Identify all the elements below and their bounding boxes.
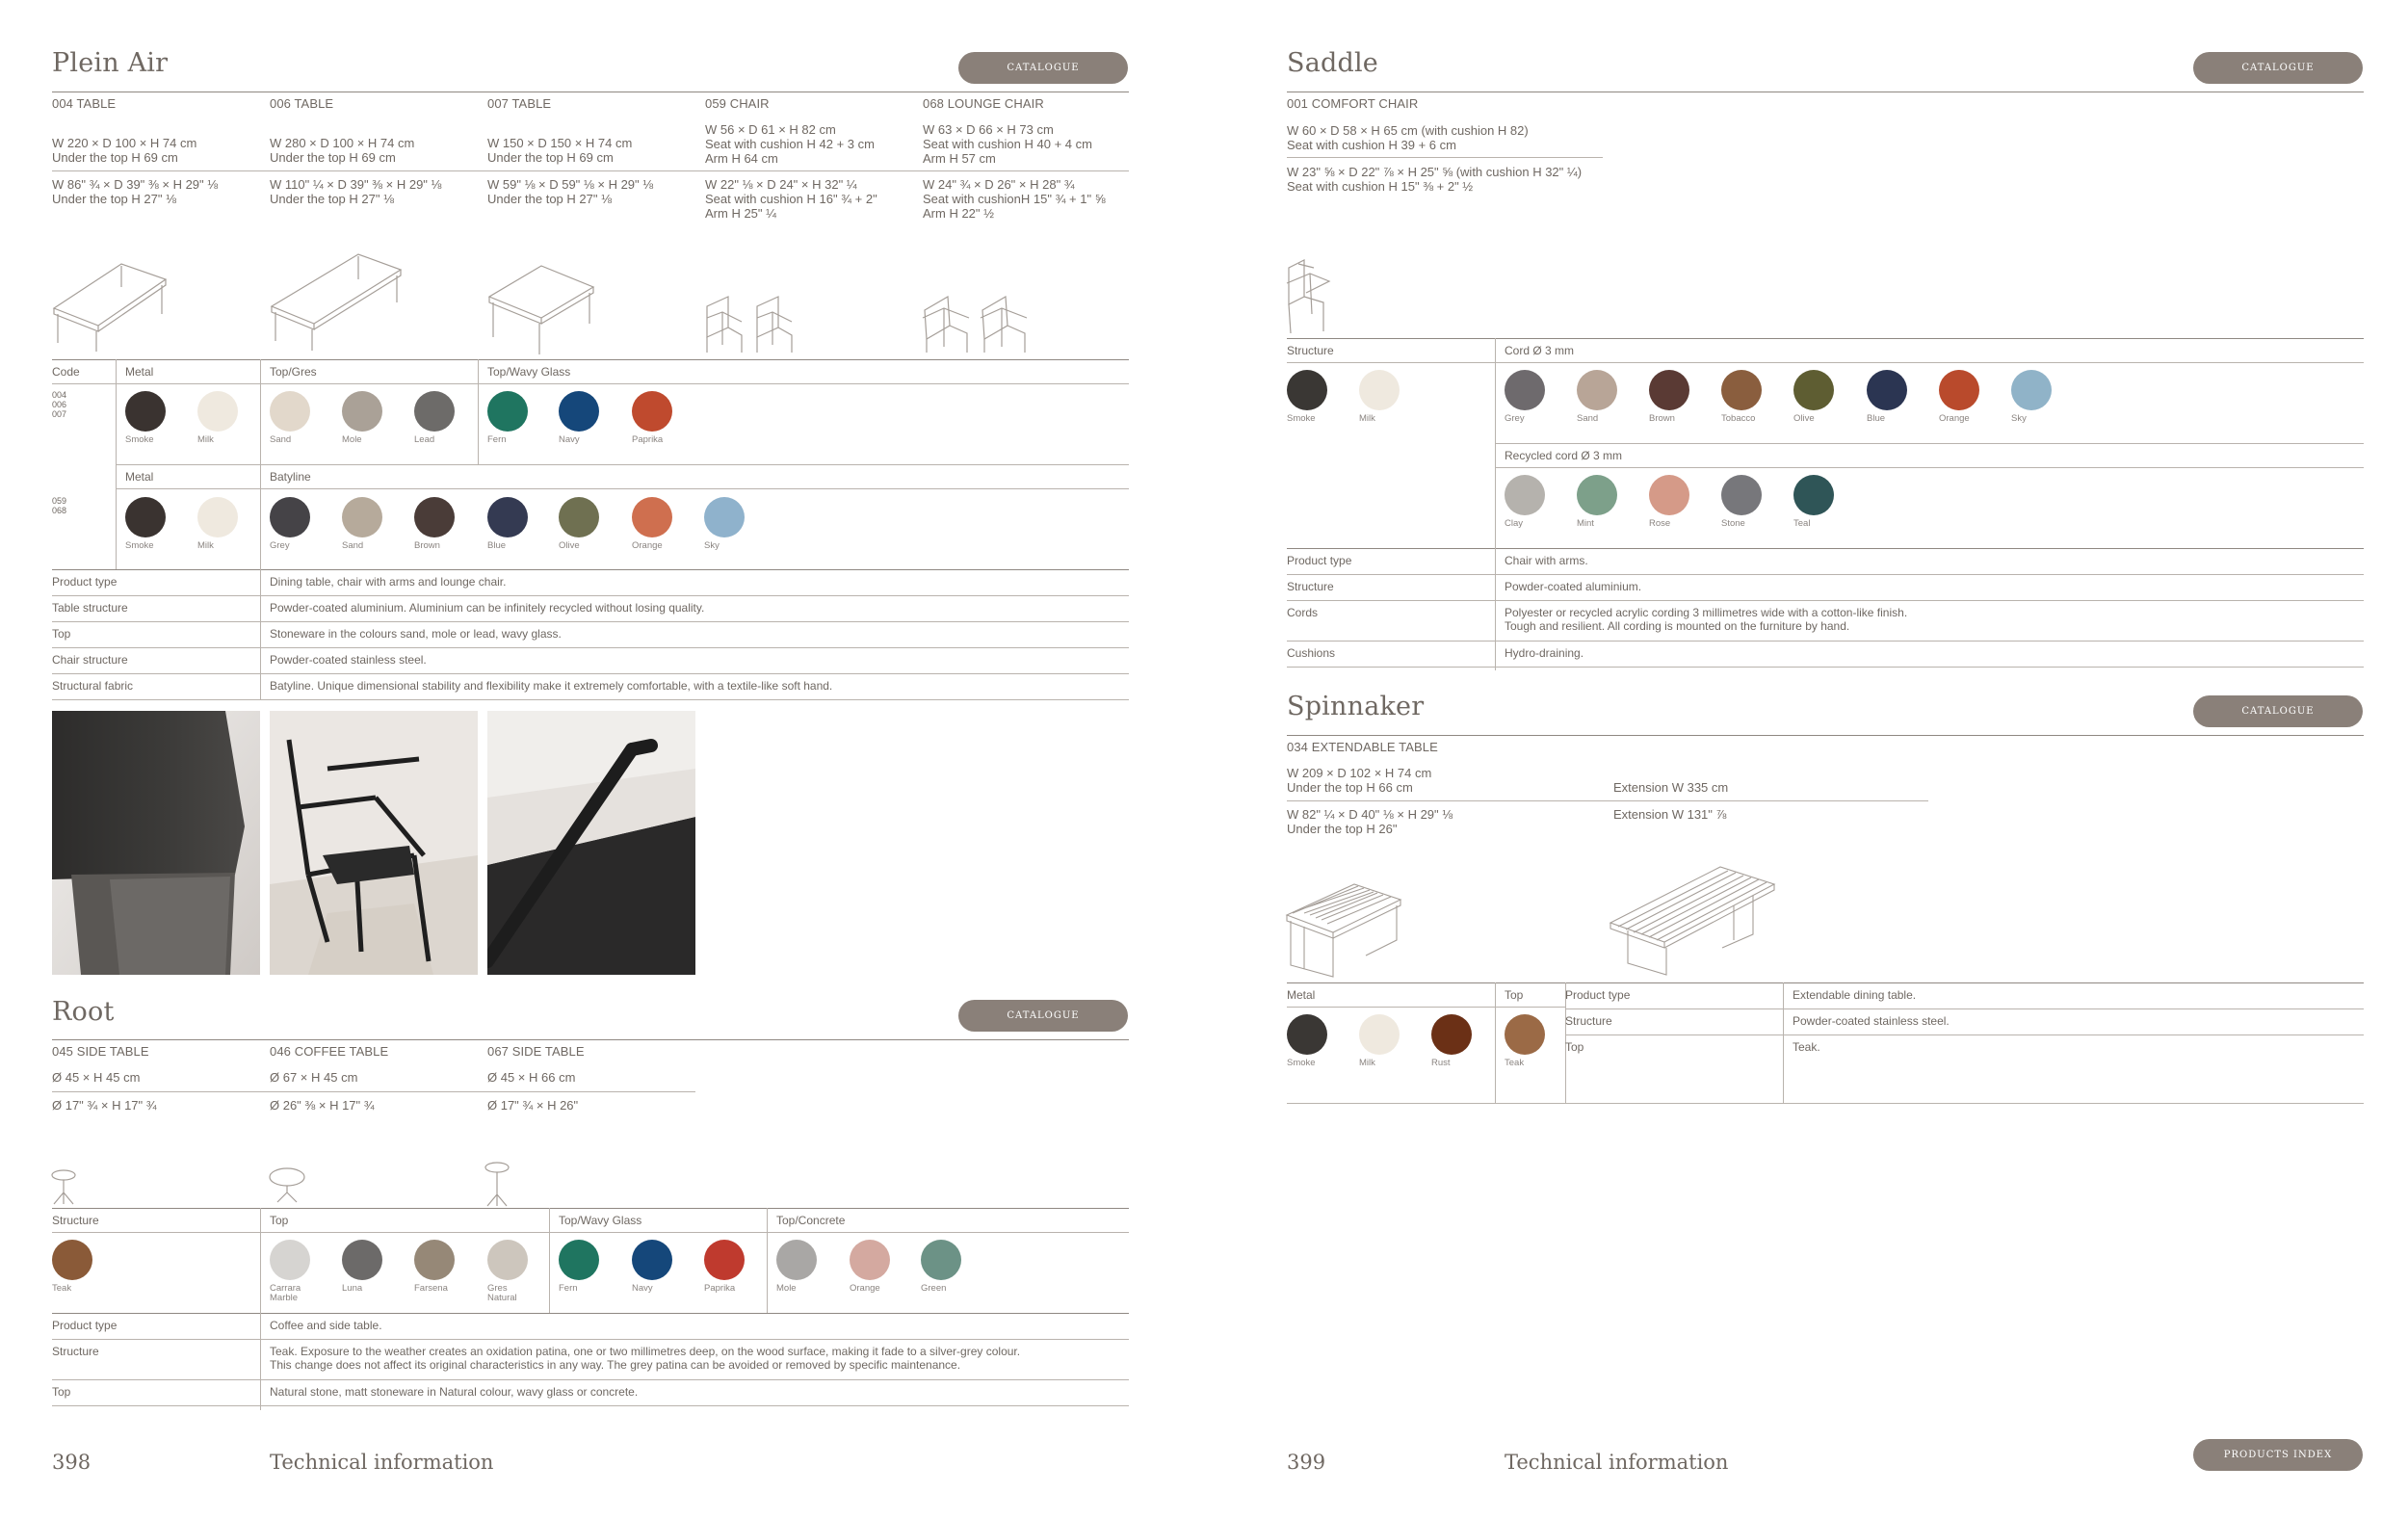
dimensions-imperial: W 23" ⅝ × D 22" ⅞ × H 25" ⅝ (with cushion H 32" ¼) Seat with cushion H 15" ⅜ + 2" ½ <box>1287 165 1583 194</box>
swatch-label: Milk <box>1359 1058 1375 1068</box>
color-swatch[interactable] <box>1505 370 1545 410</box>
group-label: Top/Concrete <box>776 1214 846 1227</box>
color-swatch[interactable] <box>1359 1014 1400 1055</box>
divider <box>1287 362 2364 363</box>
saddle-catalogue-button[interactable]: CATALOGUE <box>2193 52 2363 84</box>
color-swatch[interactable] <box>1721 370 1762 410</box>
product-name: 001 COMFORT CHAIR <box>1287 96 1419 111</box>
group-label: Structure <box>52 1214 99 1227</box>
side-table-045-drawing <box>50 1167 79 1206</box>
divider <box>116 464 1129 465</box>
product-codes: 059 068 <box>52 496 67 515</box>
divider <box>52 673 1129 674</box>
saddle-title: Saddle <box>1287 48 1378 78</box>
product-name: 007 TABLE <box>487 96 552 111</box>
swatch-label: Grey <box>270 540 290 551</box>
swatch-label: Rust <box>1431 1058 1451 1068</box>
swatch-label: Smoke <box>125 434 154 445</box>
dimensions-metric: W 280 × D 100 × H 74 cm Under the top H 69 cm <box>270 136 415 165</box>
color-swatch[interactable] <box>342 497 382 537</box>
divider <box>52 1405 1129 1406</box>
dimensions-imperial: W 24" ¾ × D 26" × H 28" ¾ Seat with cushionH 15" ¾ + 1" ⅝ Arm H 22" ½ <box>923 177 1106 221</box>
color-swatch[interactable] <box>270 391 310 432</box>
color-swatch[interactable] <box>632 391 672 432</box>
spec-label: Product type <box>1287 554 1352 567</box>
swatch-label: Farsena <box>414 1283 448 1294</box>
group-label: Metal <box>125 365 154 379</box>
dimensions-metric: W 56 × D 61 × H 82 cm Seat with cushion H 42 + 3 cm Arm H 64 cm <box>705 122 875 166</box>
divider <box>478 359 479 464</box>
swatch-label: Brown <box>1649 413 1675 424</box>
photo-chair-armrest <box>487 711 695 975</box>
dimensions-imperial: W 22" ⅛ × D 24" × H 32" ¼ Seat with cushion H 16" ¾ + 2" Arm H 25" ¼ <box>705 177 877 221</box>
color-swatch[interactable] <box>487 497 528 537</box>
group-label: Metal <box>125 470 154 484</box>
divider <box>52 1039 1129 1040</box>
table-006-drawing <box>270 249 405 353</box>
spinnaker-catalogue-button[interactable]: CATALOGUE <box>2193 695 2363 727</box>
color-swatch[interactable] <box>1577 370 1617 410</box>
swatch-label: Orange <box>1939 413 1970 424</box>
swatch-label: Sand <box>342 540 364 551</box>
spec-value: Extendable dining table. <box>1793 988 1917 1002</box>
root-title: Root <box>52 997 115 1027</box>
color-swatch[interactable] <box>487 391 528 432</box>
swatch-label: Sky <box>704 540 720 551</box>
color-swatch[interactable] <box>850 1240 890 1280</box>
side-table-067-drawing <box>484 1160 512 1208</box>
dimensions-metric: W 209 × D 102 × H 74 cm Under the top H 66 cm <box>1287 766 1432 795</box>
swatch-label: Mole <box>776 1283 797 1294</box>
divider <box>1287 735 2364 736</box>
divider <box>260 1313 261 1405</box>
spec-value: Teak. Exposure to the weather creates an oxidation patina, one or two millimetres deep, on the wood surface, making it fade to a silver-grey colour. This change does not affect its original characteristics in any way. The grey patina can be avoided or removed by specific maintenance. <box>270 1345 1021 1372</box>
group-label: Top/Wavy Glass <box>559 1214 642 1227</box>
color-swatch[interactable] <box>1867 370 1907 410</box>
spec-label: Product type <box>1565 988 1631 1002</box>
color-swatch[interactable] <box>342 1240 382 1280</box>
divider <box>260 569 261 699</box>
swatch-label: Teak <box>52 1283 72 1294</box>
divider <box>52 699 1129 700</box>
color-swatch[interactable] <box>270 497 310 537</box>
divider <box>52 569 1129 570</box>
swatch-label: Milk <box>197 540 214 551</box>
swatch-label: Smoke <box>125 540 154 551</box>
photo-chair <box>270 711 478 975</box>
group-label: Top/Wavy Glass <box>487 365 571 379</box>
color-swatch[interactable] <box>52 1240 92 1280</box>
color-swatch[interactable] <box>1649 475 1689 515</box>
color-swatch[interactable] <box>1431 1014 1472 1055</box>
chair-059-drawing <box>703 289 805 356</box>
swatch-label: Clay <box>1505 518 1524 529</box>
spec-label: Top <box>1565 1040 1584 1054</box>
swatch-label: Blue <box>1867 413 1886 424</box>
color-swatch[interactable] <box>414 1240 455 1280</box>
divider <box>1287 1007 1565 1008</box>
spec-label: Cushions <box>1287 646 1336 660</box>
swatch-label: Navy <box>559 434 580 445</box>
photo-table-edge <box>52 711 260 975</box>
dimensions-metric: Ø 45 × H 66 cm <box>487 1070 576 1085</box>
spec-label: Cords <box>1287 606 1319 619</box>
swatch-label: Fern <box>487 434 507 445</box>
swatch-label: Tobacco <box>1721 413 1756 424</box>
coffee-table-046-drawing <box>268 1165 308 1204</box>
color-swatch[interactable] <box>704 1240 745 1280</box>
dimensions-metric: W 220 × D 100 × H 74 cm Under the top H 69 cm <box>52 136 197 165</box>
group-label: Metal <box>1287 988 1316 1002</box>
swatch-label: Navy <box>632 1283 653 1294</box>
divider <box>1495 467 2364 468</box>
dimensions-imperial: Ø 17" ¾ × H 17" ¾ <box>52 1098 157 1113</box>
swatch-label: Rose <box>1649 518 1671 529</box>
swatch-label: Smoke <box>1287 1058 1316 1068</box>
extendable-table-drawing <box>1285 878 1404 979</box>
group-label: Top/Gres <box>270 365 317 379</box>
color-swatch[interactable] <box>414 391 455 432</box>
divider <box>1495 443 2364 444</box>
swatch-label: Carrara Marble <box>270 1283 301 1303</box>
color-swatch[interactable] <box>1721 475 1762 515</box>
divider <box>1565 1034 2364 1035</box>
color-swatch[interactable] <box>559 391 599 432</box>
color-swatch[interactable] <box>776 1240 817 1280</box>
divider <box>52 1208 1129 1209</box>
swatch-label: Blue <box>487 540 507 551</box>
swatch-label: Paprika <box>632 434 664 445</box>
color-swatch[interactable] <box>197 497 238 537</box>
dimensions-imperial: W 110" ¼ × D 39" ⅜ × H 29" ⅛ Under the top H 27" ⅛ <box>270 177 442 206</box>
swatch-label: Grey <box>1505 413 1525 424</box>
dimensions-imperial: W 82" ¼ × D 40" ⅛ × H 29" ⅛ Under the top H 26" <box>1287 807 1453 836</box>
swatch-label: Teal <box>1793 518 1811 529</box>
swatch-label: Teak <box>1505 1058 1525 1068</box>
color-swatch[interactable] <box>197 391 238 432</box>
swatch-label: Brown <box>414 540 440 551</box>
spec-label: Structure <box>1287 580 1334 593</box>
color-swatch[interactable] <box>1939 370 1979 410</box>
product-name: 046 COFFEE TABLE <box>270 1044 389 1059</box>
spec-label: Top <box>52 1385 71 1399</box>
section-title: Technical information <box>1505 1451 1729 1474</box>
product-name: 068 LOUNGE CHAIR <box>923 96 1044 111</box>
divider <box>1287 982 2364 983</box>
color-swatch[interactable] <box>1287 1014 1327 1055</box>
swatch-label: Smoke <box>1287 413 1316 424</box>
swatch-label: Milk <box>197 434 214 445</box>
table-004-drawing <box>52 258 168 354</box>
swatch-label: Mole <box>342 434 362 445</box>
dimensions-imperial: Ø 17" ¾ × H 26" <box>487 1098 579 1113</box>
color-swatch[interactable] <box>414 497 455 537</box>
divider <box>1565 1008 2364 1009</box>
color-swatch[interactable] <box>1287 370 1327 410</box>
product-name: 059 CHAIR <box>705 96 770 111</box>
spec-value: Powder-coated stainless steel. <box>1793 1014 1950 1028</box>
divider <box>52 647 1129 648</box>
swatch-label: Mint <box>1577 518 1594 529</box>
product-name: 004 TABLE <box>52 96 117 111</box>
dimensions-metric: W 63 × D 66 × H 73 cm Seat with cushion H 40 + 4 cm Arm H 57 cm <box>923 122 1092 166</box>
swatch-label: Orange <box>850 1283 880 1294</box>
divider <box>1287 548 2364 549</box>
divider <box>1287 667 2364 668</box>
dimensions-metric: W 60 × D 58 × H 65 cm (with cushion H 82) Seat with cushion H 39 + 6 cm <box>1287 123 1529 152</box>
swatch-label: Sand <box>270 434 292 445</box>
divider <box>1495 548 1496 667</box>
spec-value: Hydro-draining. <box>1505 646 1584 660</box>
group-label: Top <box>1505 988 1524 1002</box>
section-title: Technical information <box>270 1451 494 1474</box>
divider <box>1287 800 1928 801</box>
group-label: Cord Ø 3 mm <box>1505 344 1575 357</box>
group-label: Top <box>270 1214 289 1227</box>
swatch-label: Green <box>921 1283 947 1294</box>
plein-air-title: Plein Air <box>52 48 169 78</box>
swatch-label: Sky <box>2011 413 2027 424</box>
divider <box>1495 982 1496 1103</box>
spec-label: Product type <box>52 575 118 589</box>
divider <box>1287 338 2364 339</box>
color-swatch[interactable] <box>632 497 672 537</box>
extension-imperial: Extension W 131" ⅞ <box>1613 807 1727 822</box>
comfort-chair-001-drawing <box>1285 258 1335 335</box>
code-label: Code <box>52 365 80 379</box>
spec-label: Structure <box>1565 1014 1612 1028</box>
dimensions-imperial: W 86" ¾ × D 39" ⅜ × H 29" ⅛ Under the top H 27" ⅛ <box>52 177 219 206</box>
dimensions-metric: Ø 45 × H 45 cm <box>52 1070 141 1085</box>
root-catalogue-button[interactable]: CATALOGUE <box>958 1000 1128 1032</box>
color-swatch[interactable] <box>125 391 166 432</box>
color-swatch[interactable] <box>559 1240 599 1280</box>
swatch-label: Olive <box>559 540 580 551</box>
spec-value: Powder-coated stainless steel. <box>270 653 427 667</box>
color-swatch[interactable] <box>1359 370 1400 410</box>
swatch-label: Stone <box>1721 518 1745 529</box>
product-name: 034 EXTENDABLE TABLE <box>1287 740 1438 754</box>
spec-value: Chair with arms. <box>1505 554 1588 567</box>
dimensions-imperial: W 59" ⅛ × D 59" ⅛ × H 29" ⅛ Under the top H 27" ⅛ <box>487 177 654 206</box>
spec-value: Natural stone, matt stoneware in Natural colour, wavy glass or concrete. <box>270 1385 639 1399</box>
divider <box>1783 982 1784 1103</box>
swatch-label: Fern <box>559 1283 578 1294</box>
color-swatch[interactable] <box>704 497 745 537</box>
divider <box>1287 157 1603 158</box>
product-name: 045 SIDE TABLE <box>52 1044 149 1059</box>
divider <box>52 595 1129 596</box>
divider <box>1287 600 2364 601</box>
divider <box>1287 574 2364 575</box>
divider <box>1287 641 2364 642</box>
table-007-drawing <box>487 262 598 358</box>
divider <box>52 359 1129 360</box>
divider <box>52 1339 1129 1340</box>
plein-air-catalogue-button[interactable]: CATALOGUE <box>958 52 1128 84</box>
spec-value: Coffee and side table. <box>270 1319 382 1332</box>
spec-value: Teak. <box>1793 1040 1820 1054</box>
products-index-button[interactable]: PRODUCTS INDEX <box>2193 1439 2363 1471</box>
lounge-chair-068-drawing <box>921 289 1034 356</box>
spec-value: Powder-coated aluminium. <box>1505 580 1642 593</box>
swatch-label: Gres Natural <box>487 1283 517 1303</box>
swatch-label: Orange <box>632 540 663 551</box>
color-swatch[interactable] <box>2011 370 2052 410</box>
divider <box>52 1379 1129 1380</box>
spec-value: Dining table, chair with arms and lounge chair. <box>270 575 507 589</box>
color-swatch[interactable] <box>921 1240 961 1280</box>
divider <box>52 1313 1129 1314</box>
spec-label: Structure <box>52 1345 99 1358</box>
group-label: Batyline <box>270 470 311 484</box>
spinnaker-title: Spinnaker <box>1287 692 1425 721</box>
color-swatch[interactable] <box>487 1240 528 1280</box>
product-codes: 004 006 007 <box>52 390 67 419</box>
group-label: Recycled cord Ø 3 mm <box>1505 449 1623 462</box>
spec-label: Table structure <box>52 601 128 615</box>
color-swatch[interactable] <box>342 391 382 432</box>
swatch-label: Sand <box>1577 413 1599 424</box>
spec-label: Top <box>52 627 71 641</box>
dimensions-metric: W 150 × D 150 × H 74 cm Under the top H 69 cm <box>487 136 633 165</box>
color-swatch[interactable] <box>1505 1014 1545 1055</box>
spec-label: Product type <box>52 1319 118 1332</box>
product-name: 067 SIDE TABLE <box>487 1044 585 1059</box>
spec-value: Powder-coated aluminium. Aluminium can be infinitely recycled without losing quality. <box>270 601 705 615</box>
page-number: 399 <box>1287 1451 1326 1474</box>
divider <box>767 1208 768 1313</box>
divider <box>52 1232 1129 1233</box>
dimensions-metric: Ø 67 × H 45 cm <box>270 1070 358 1085</box>
divider <box>52 621 1129 622</box>
color-swatch[interactable] <box>1793 370 1834 410</box>
color-swatch[interactable] <box>1505 475 1545 515</box>
color-swatch[interactable] <box>632 1240 672 1280</box>
product-name: 006 TABLE <box>270 96 334 111</box>
divider <box>52 1091 695 1092</box>
page-number: 398 <box>52 1451 92 1474</box>
color-swatch[interactable] <box>1577 475 1617 515</box>
color-swatch[interactable] <box>270 1240 310 1280</box>
spec-value: Batyline. Unique dimensional stability and flexibility make it extremely comfortable, with a textile-like soft hand. <box>270 679 833 693</box>
swatch-label: Lead <box>414 434 435 445</box>
spec-label: Structural fabric <box>52 679 134 693</box>
color-swatch[interactable] <box>1649 370 1689 410</box>
divider <box>116 488 1129 489</box>
divider <box>52 383 1129 384</box>
extended-table-drawing <box>1609 863 1778 979</box>
divider <box>1287 1103 2364 1104</box>
extension-metric: Extension W 335 cm <box>1613 780 1729 795</box>
color-swatch[interactable] <box>1793 475 1834 515</box>
spec-value: Stoneware in the colours sand, mole or lead, wavy glass. <box>270 627 562 641</box>
spec-value: Polyester or recycled acrylic cording 3 millimetres wide with a cotton-like finish. Tough and resilient. All cording is mounted on the furniture by hand. <box>1505 606 1908 633</box>
dimensions-imperial: Ø 26" ⅜ × H 17" ¾ <box>270 1098 375 1113</box>
swatch-label: Olive <box>1793 413 1815 424</box>
divider <box>52 170 1129 171</box>
spec-label: Chair structure <box>52 653 128 667</box>
swatch-label: Paprika <box>704 1283 736 1294</box>
color-swatch[interactable] <box>559 497 599 537</box>
swatch-label: Milk <box>1359 413 1375 424</box>
color-swatch[interactable] <box>125 497 166 537</box>
group-label: Structure <box>1287 344 1334 357</box>
swatch-label: Luna <box>342 1283 363 1294</box>
